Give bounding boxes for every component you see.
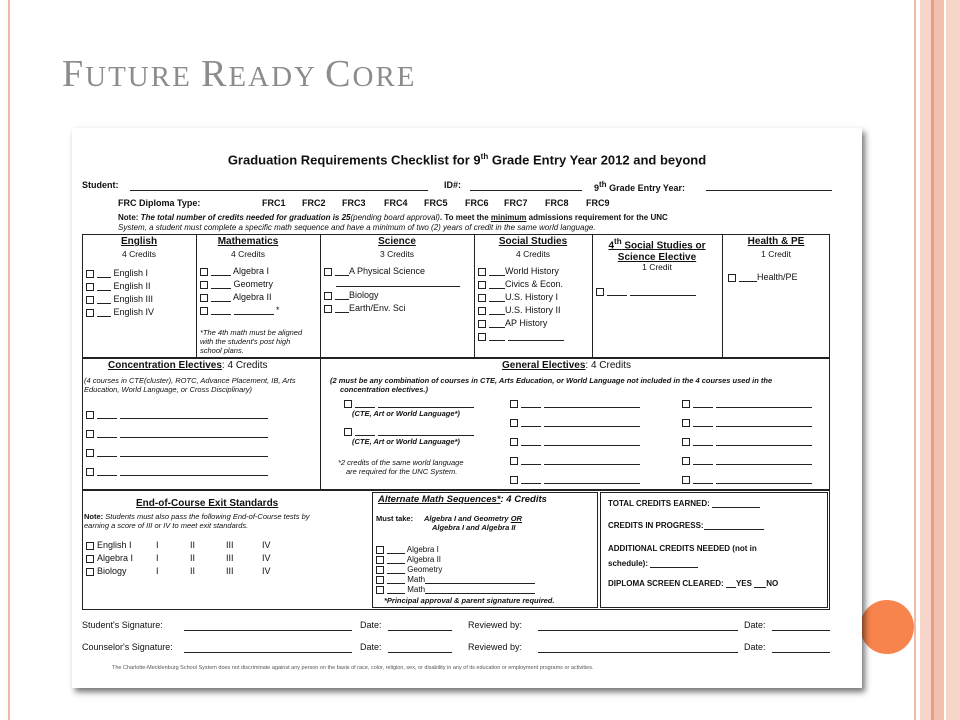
general-elective-item[interactable] <box>510 455 640 465</box>
english-header: English <box>120 236 158 247</box>
english-credits: 4 Credits <box>121 249 156 259</box>
eoc-level[interactable]: IV <box>262 540 271 550</box>
student-date-field[interactable] <box>388 630 452 631</box>
counselor-date-field[interactable] <box>388 652 452 653</box>
general-elective-item[interactable] <box>682 455 812 465</box>
date-label: Date: <box>360 642 382 652</box>
checkbox[interactable] <box>478 333 486 341</box>
counselor-signature-label: Counselor's Signature: <box>82 642 173 652</box>
checkbox[interactable] <box>376 566 384 574</box>
math-credits: 4 Credits <box>230 249 265 259</box>
total-credits-earned: TOTAL CREDITS EARNED: <box>608 499 760 508</box>
general-elective-item[interactable] <box>510 436 640 446</box>
science-header: Science <box>378 236 416 247</box>
checkbox[interactable] <box>86 270 94 278</box>
general-elective-item[interactable] <box>682 417 812 427</box>
eoc-level[interactable]: III <box>226 566 234 576</box>
checkbox[interactable] <box>682 476 690 484</box>
accent-circle <box>860 600 914 654</box>
general-elective-item[interactable] <box>510 398 640 408</box>
concentration-item[interactable] <box>86 466 268 476</box>
checkbox[interactable] <box>478 294 486 302</box>
checkbox[interactable] <box>728 274 736 282</box>
eoc-level[interactable]: III <box>226 540 234 550</box>
diploma-type-frc1[interactable]: FRC1 <box>262 198 286 208</box>
general-elective-cte-2[interactable] <box>344 426 474 436</box>
diploma-type-frc5[interactable]: FRC5 <box>424 198 448 208</box>
review-date-field[interactable] <box>772 630 830 631</box>
science-extra-line <box>336 286 460 287</box>
checkbox[interactable] <box>510 476 518 484</box>
must-take-option-2: Algebra I and Algebra II <box>432 523 516 532</box>
checklist-document <box>72 128 862 688</box>
checkbox[interactable] <box>86 296 94 304</box>
id-field[interactable] <box>470 190 582 191</box>
document-title: Graduation Requirements Checklist for 9th Grade Entry Year 2012 and beyond <box>227 152 707 168</box>
diploma-type-frc6[interactable]: FRC6 <box>465 198 489 208</box>
eoc-level[interactable]: IV <box>262 553 271 563</box>
footer-disclaimer: The Charlotte-Mecklenburg School System does not discriminate against any person on the basis of race, color, religion, sex, or disability in any of its education or employment programs or activities. <box>112 665 594 671</box>
must-take-label: Must take: <box>376 514 414 523</box>
eoc-note: Note: Students must also pass the following End-of-Course tests by earning a score of III or IV to meet exit standards. <box>84 512 310 530</box>
eoc-level[interactable]: II <box>190 553 196 563</box>
checkbox[interactable] <box>344 428 352 436</box>
physical-science-item[interactable]: A Physical Science <box>324 266 425 276</box>
general-elective-item[interactable] <box>682 398 812 408</box>
concentration-electives-title: Concentration Electives: 4 Credits <box>108 360 268 371</box>
english-i-item[interactable]: English I <box>86 268 148 278</box>
social-studies-credits: 4 Credits <box>515 249 550 259</box>
decor-strip <box>946 0 960 720</box>
general-electives-title: General Electives: 4 Credits <box>502 360 631 371</box>
checkbox[interactable] <box>86 430 94 438</box>
checkbox[interactable] <box>682 400 690 408</box>
eoc-level[interactable]: II <box>190 540 196 550</box>
diploma-type-frc8[interactable]: FRC8 <box>545 198 569 208</box>
eoc-level[interactable]: I <box>156 553 159 563</box>
diploma-screen-cleared[interactable]: DIPLOMA SCREEN CLEARED: YES NO <box>608 579 779 588</box>
date-label: Date: <box>744 620 766 630</box>
alt-geometry-item[interactable]: Geometry <box>376 565 442 574</box>
checkbox[interactable] <box>682 457 690 465</box>
elective-header: 4th Social Studies or Science Elective <box>608 237 706 264</box>
counselor-signature-field[interactable] <box>184 652 352 653</box>
additional-credits-needed: ADDITIONAL CREDITS NEEDED (not in <box>608 544 757 553</box>
alt-footnote: *Principal approval & parent signature required. <box>384 596 555 605</box>
checkbox[interactable] <box>86 309 94 317</box>
slide-title: FUTURE READY CORE <box>62 53 417 95</box>
credits-in-progress: CREDITS IN PROGRESS: <box>608 521 764 530</box>
checkbox[interactable] <box>86 283 94 291</box>
world-language-note: *2 credits of the same world language are required for the UNC System. <box>338 458 464 476</box>
date-label: Date: <box>744 642 766 652</box>
eoc-level[interactable]: III <box>226 553 234 563</box>
checkbox[interactable] <box>478 307 486 315</box>
cte-label: (CTE, Art or World Language*) <box>352 437 460 446</box>
checkbox[interactable] <box>324 268 332 276</box>
social-studies-header: Social Studies <box>498 236 568 247</box>
general-elective-item[interactable] <box>510 417 640 427</box>
algebra-i-item[interactable]: Algebra I <box>200 266 269 276</box>
algebra-ii-item[interactable]: Algebra II <box>200 292 272 302</box>
general-elective-item[interactable] <box>682 436 812 446</box>
checkbox[interactable] <box>478 281 486 289</box>
credits-note-line2: System, a student must complete a specific math sequence and have a minimum of two (2) years of credit in the same world language. <box>118 223 596 232</box>
checkbox[interactable] <box>478 320 486 328</box>
diploma-type-frc9[interactable]: FRC9 <box>586 198 610 208</box>
eoc-level[interactable]: II <box>190 566 196 576</box>
entry-year-label: 9th Grade Entry Year: <box>594 180 685 193</box>
science-credits: 3 Credits <box>379 249 414 259</box>
biology-item[interactable]: Biology <box>324 290 379 300</box>
civics-econ-item[interactable]: Civics & Econ. <box>478 279 563 289</box>
date-label: Date: <box>360 620 382 630</box>
checkbox[interactable] <box>86 468 94 476</box>
checkbox[interactable] <box>86 555 94 563</box>
student-signature-label: Student's Signature: <box>82 620 163 630</box>
alternate-math-title: Alternate Math Sequences*: 4 Credits <box>378 494 547 505</box>
english-ii-item[interactable]: English II <box>86 281 151 291</box>
health-pe-item[interactable]: Health/PE <box>728 272 798 282</box>
ap-history-item[interactable]: AP History <box>478 318 547 328</box>
decor-strip <box>934 0 944 720</box>
elective-item[interactable] <box>596 286 696 296</box>
english-iii-item[interactable]: English III <box>86 294 153 304</box>
diploma-type-frc7[interactable]: FRC7 <box>504 198 528 208</box>
us-history-i-item[interactable]: U.S. History I <box>478 292 558 302</box>
world-history-item[interactable]: World History <box>478 266 559 276</box>
cte-label: (CTE, Art or World Language*) <box>352 409 460 418</box>
eoc-biology-row[interactable]: Biology <box>86 566 127 576</box>
id-label: ID#: <box>444 180 462 190</box>
diploma-type-frc4[interactable]: FRC4 <box>384 198 408 208</box>
concentration-note: (4 courses in CTE(cluster), ROTC, Advance Placement, IB, Arts Education, World Language, or Cross Disciplinary) <box>84 376 296 394</box>
alt-algebra-i-item[interactable]: Algebra I <box>376 545 439 554</box>
alt-math-item[interactable]: Math <box>376 575 535 584</box>
checkbox[interactable] <box>86 411 94 419</box>
checkbox[interactable] <box>596 288 604 296</box>
student-label: Student: <box>82 180 119 190</box>
checkbox[interactable] <box>376 546 384 554</box>
alt-algebra-ii-item[interactable]: Algebra II <box>376 555 441 564</box>
health-pe-credits: 1 Credit <box>761 249 791 259</box>
checkbox[interactable] <box>510 457 518 465</box>
us-history-ii-item[interactable]: U.S. History II <box>478 305 561 315</box>
math-header: Mathematics <box>217 236 279 247</box>
eoc-algebra-row[interactable]: Algebra I <box>86 553 133 563</box>
general-elective-item[interactable] <box>510 474 640 484</box>
checkbox[interactable] <box>324 305 332 313</box>
checkbox[interactable] <box>478 268 486 276</box>
entry-year-field[interactable] <box>706 190 832 191</box>
eoc-level[interactable]: IV <box>262 566 271 576</box>
eoc-title: End-of-Course Exit Standards <box>136 498 279 509</box>
geometry-item[interactable]: Geometry <box>200 279 273 289</box>
additional-credits-needed-field[interactable]: schedule): <box>608 559 698 568</box>
diploma-type-frc2[interactable]: FRC2 <box>302 198 326 208</box>
student-field[interactable] <box>130 190 428 191</box>
reviewed-by-label: Reviewed by: <box>468 620 523 630</box>
checkbox[interactable] <box>344 400 352 408</box>
elective-credits: 1 Credit <box>642 262 672 272</box>
fourth-math-item[interactable]: * <box>200 305 280 315</box>
checkbox[interactable] <box>510 438 518 446</box>
grid-divider <box>320 358 321 490</box>
eoc-level[interactable]: I <box>156 540 159 550</box>
checkbox[interactable] <box>86 449 94 457</box>
checkbox[interactable] <box>200 281 208 289</box>
checkbox[interactable] <box>682 419 690 427</box>
concentration-item[interactable] <box>86 428 268 438</box>
english-iv-item[interactable]: English IV <box>86 307 154 317</box>
checkbox[interactable] <box>376 556 384 564</box>
general-elective-item[interactable] <box>682 474 812 484</box>
concentration-item[interactable] <box>86 447 268 457</box>
eoc-level[interactable]: I <box>156 566 159 576</box>
checkbox[interactable] <box>682 438 690 446</box>
checkbox[interactable] <box>510 400 518 408</box>
review-date-field[interactable] <box>772 652 830 653</box>
checkbox[interactable] <box>200 294 208 302</box>
diploma-type-label: FRC Diploma Type: <box>118 198 201 208</box>
diploma-type-frc3[interactable]: FRC3 <box>342 198 366 208</box>
student-signature-field[interactable] <box>184 630 352 631</box>
reviewed-by-field[interactable] <box>538 652 738 653</box>
checkbox[interactable] <box>86 568 94 576</box>
checkbox[interactable] <box>86 542 94 550</box>
checkbox[interactable] <box>510 419 518 427</box>
concentration-item[interactable] <box>86 409 268 419</box>
checkbox[interactable] <box>324 292 332 300</box>
eoc-english-row[interactable]: English I <box>86 540 132 550</box>
reviewed-by-label: Reviewed by: <box>468 642 523 652</box>
health-pe-header: Health & PE <box>747 236 805 247</box>
must-take-option-1: Algebra I and Geometry OR <box>424 514 522 523</box>
checkbox[interactable] <box>376 576 384 584</box>
earth-env-item[interactable]: Earth/Env. Sci <box>324 303 405 313</box>
social-extra-item[interactable] <box>478 331 564 341</box>
checkbox[interactable] <box>376 586 384 594</box>
checkbox[interactable] <box>200 307 208 315</box>
checkbox[interactable] <box>200 268 208 276</box>
reviewed-by-field[interactable] <box>538 630 738 631</box>
general-elective-cte-1[interactable] <box>344 398 474 408</box>
general-electives-note: (2 must be any combination of courses in CTE, Arts Education, or World Language not included in the 4 courses used in the concentration electives.) <box>330 376 773 394</box>
credits-note: Note: The total number of credits needed for graduation is 25(pending board approval). To meet the minimum admissions requirement for the UNC <box>118 213 668 222</box>
alt-math-item[interactable]: Math <box>376 585 535 594</box>
math-note: *The 4th math must be aligned with the student's post high school plans. <box>200 328 303 355</box>
